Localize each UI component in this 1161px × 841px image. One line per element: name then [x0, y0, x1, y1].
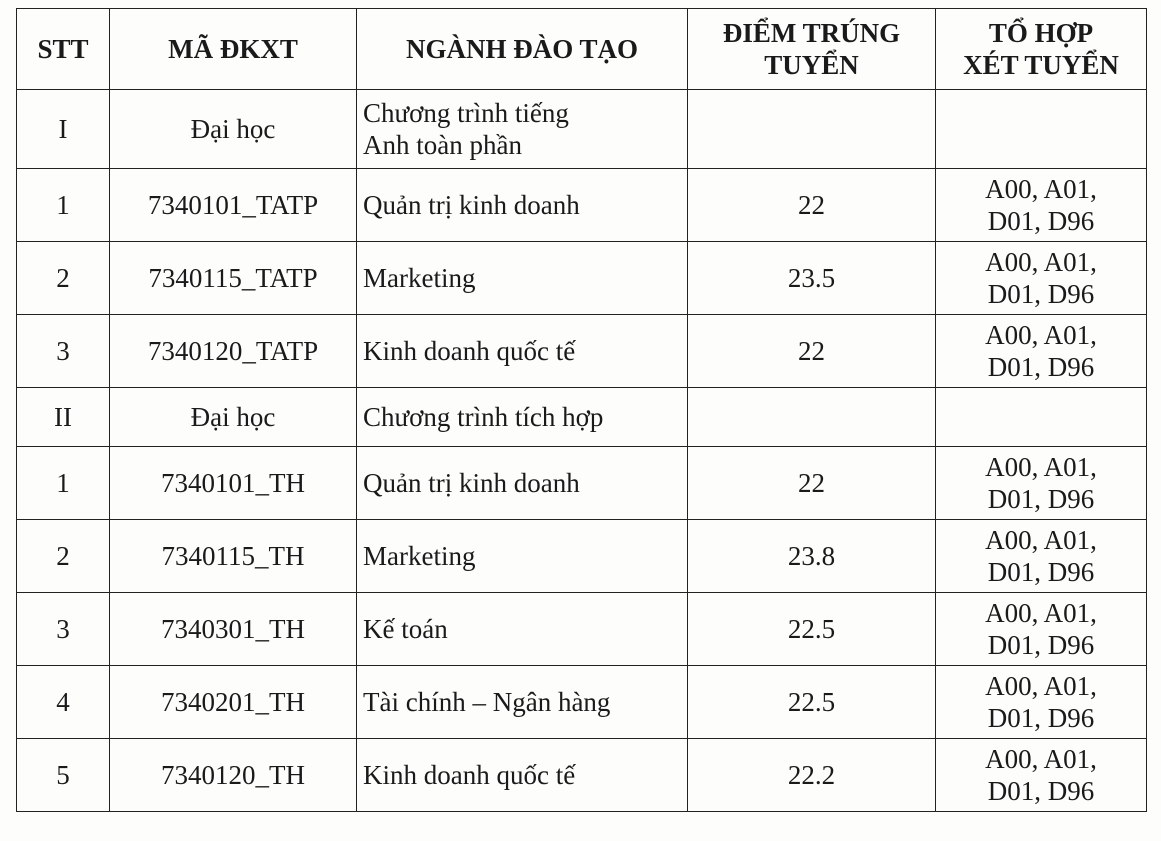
cell-diem: 22: [688, 447, 936, 520]
tohop-line2: D01, D96: [987, 484, 1095, 514]
cell-stt: 2: [17, 242, 110, 315]
table-row: [17, 169, 1147, 242]
cell-nganh: Quản trị kinh doanh: [357, 169, 688, 242]
header-to-hop: [936, 9, 1147, 90]
section-level: Đại học: [110, 90, 357, 169]
cell-ma-dkxt: 7340115_TH: [110, 520, 357, 593]
tohop-line1: A00, A01,: [985, 671, 1097, 701]
cell-ma-dkxt: 7340201_TH: [110, 666, 357, 739]
header-nganh-dao-tao: NGÀNH ĐÀO TẠO: [357, 9, 688, 90]
cell-ma-dkxt: 7340301_TH: [110, 593, 357, 666]
section-program: [357, 90, 688, 169]
section-row: [17, 90, 1147, 169]
header-diem-line2: TUYỂN: [764, 50, 859, 80]
section-empty-diem: [688, 388, 936, 447]
cell-ma-dkxt: 7340120_TH: [110, 739, 357, 812]
cell-to-hop: [936, 739, 1147, 812]
section-empty-tohop: [936, 90, 1147, 169]
cell-diem: 22.2: [688, 739, 936, 812]
section-roman: I: [17, 90, 110, 169]
cell-diem: 23.8: [688, 520, 936, 593]
cell-ma-dkxt: 7340115_TATP: [110, 242, 357, 315]
tohop-line1: A00, A01,: [985, 525, 1097, 555]
cell-diem: 22: [688, 169, 936, 242]
cell-to-hop: [936, 242, 1147, 315]
cell-to-hop: [936, 447, 1147, 520]
header-tohop-line2: XÉT TUYỂN: [963, 50, 1119, 80]
tohop-line1: A00, A01,: [985, 744, 1097, 774]
cell-diem: 23.5: [688, 242, 936, 315]
header-tohop-line1: TỔ HỢP: [988, 18, 1094, 48]
table-body: [17, 90, 1147, 812]
cell-stt: 2: [17, 520, 110, 593]
cell-to-hop: [936, 315, 1147, 388]
table-row: [17, 593, 1147, 666]
table-row: [17, 447, 1147, 520]
tohop-line1: A00, A01,: [985, 320, 1097, 350]
section-program-line2: Anh toàn phần: [363, 130, 522, 160]
section-program-line1: Chương trình tích hợp: [363, 402, 604, 432]
table-row: [17, 242, 1147, 315]
cell-nganh: Tài chính – Ngân hàng: [357, 666, 688, 739]
section-empty-diem: [688, 90, 936, 169]
tohop-line1: A00, A01,: [985, 174, 1097, 204]
cell-stt: 1: [17, 447, 110, 520]
tohop-line2: D01, D96: [987, 630, 1095, 660]
section-row: [17, 388, 1147, 447]
table-header-row: [17, 9, 1147, 90]
tohop-line2: D01, D96: [987, 703, 1095, 733]
cell-to-hop: [936, 169, 1147, 242]
header-diem-line1: ĐIỂM TRÚNG: [722, 18, 901, 48]
table-row: [17, 739, 1147, 812]
cell-stt: 4: [17, 666, 110, 739]
cell-nganh: Quản trị kinh doanh: [357, 447, 688, 520]
section-program: [357, 388, 688, 447]
cell-stt: 1: [17, 169, 110, 242]
tohop-line2: D01, D96: [987, 352, 1095, 382]
cell-to-hop: [936, 520, 1147, 593]
tohop-line2: D01, D96: [987, 206, 1095, 236]
table-row: [17, 666, 1147, 739]
cell-stt: 3: [17, 315, 110, 388]
section-empty-tohop: [936, 388, 1147, 447]
cell-to-hop: [936, 666, 1147, 739]
cell-ma-dkxt: 7340101_TH: [110, 447, 357, 520]
cell-diem: 22.5: [688, 593, 936, 666]
cell-stt: 3: [17, 593, 110, 666]
header-ma-dkxt: MÃ ĐKXT: [110, 9, 357, 90]
cell-diem: 22: [688, 315, 936, 388]
header-diem-trung-tuyen: [688, 9, 936, 90]
table-row: [17, 520, 1147, 593]
section-level: Đại học: [110, 388, 357, 447]
cell-nganh: Kinh doanh quốc tế: [357, 739, 688, 812]
cell-ma-dkxt: 7340101_TATP: [110, 169, 357, 242]
cell-nganh: Kinh doanh quốc tế: [357, 315, 688, 388]
tohop-line1: A00, A01,: [985, 247, 1097, 277]
cell-nganh: Kế toán: [357, 593, 688, 666]
section-program-line1: Chương trình tiếng: [363, 98, 569, 128]
cell-diem: 22.5: [688, 666, 936, 739]
tohop-line1: A00, A01,: [985, 598, 1097, 628]
table-row: [17, 315, 1147, 388]
tohop-line2: D01, D96: [987, 557, 1095, 587]
cell-to-hop: [936, 593, 1147, 666]
cell-stt: 5: [17, 739, 110, 812]
header-stt: STT: [17, 9, 110, 90]
cell-nganh: Marketing: [357, 242, 688, 315]
tohop-line1: A00, A01,: [985, 452, 1097, 482]
cell-ma-dkxt: 7340120_TATP: [110, 315, 357, 388]
section-roman: II: [17, 388, 110, 447]
cell-nganh: Marketing: [357, 520, 688, 593]
admission-score-table: [16, 8, 1147, 812]
tohop-line2: D01, D96: [987, 776, 1095, 806]
tohop-line2: D01, D96: [987, 279, 1095, 309]
